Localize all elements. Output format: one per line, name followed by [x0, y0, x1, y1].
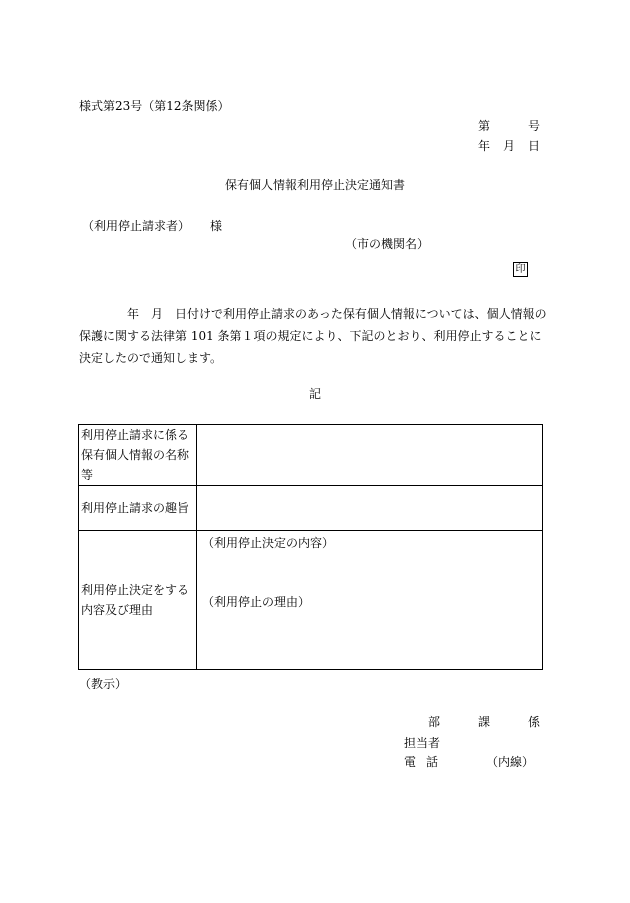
table-row [79, 486, 543, 531]
date-month: 月 [502, 139, 515, 153]
document-title: 保有個人情報利用停止決定通知書 [224, 178, 405, 192]
body-line-3: 決定したので通知します。 [79, 351, 223, 365]
row3-label: 利用停止決定をする内容及び理由 [79, 531, 197, 670]
section-label: 課 [477, 715, 490, 729]
issuer-name: （市の機関名） [345, 237, 430, 251]
ki-heading: 記 [308, 387, 321, 401]
decision-reason-label: （利用停止の理由） [202, 595, 311, 609]
body-line-1: 年 月 日付けで利用停止請求のあった保有個人情報については、個人情報の [79, 307, 547, 321]
date-day: 日 [527, 139, 540, 153]
dept-label: 部 [428, 715, 441, 729]
telephone [404, 754, 534, 770]
unit-label: 係 [527, 715, 540, 729]
form-number: 様式第23号（第12条関係） [79, 99, 230, 113]
table-row [79, 425, 543, 486]
row1-value [197, 425, 543, 486]
doc-number-suffix: 号 [527, 119, 540, 133]
row2-label: 利用停止請求の趣旨 [79, 486, 197, 531]
row2-value [197, 486, 543, 531]
recipient-honorific: 様 [210, 219, 223, 233]
document-number [478, 118, 540, 134]
row1-label: 利用停止請求に係る保有個人情報の名称等 [79, 425, 197, 486]
doc-number-prefix: 第 [478, 119, 491, 133]
issue-date [478, 138, 540, 154]
detail-table [78, 424, 543, 670]
seal-mark: 印 [513, 262, 528, 277]
body-line-2: 保護に関する法律第 101 条第１項の規定により、下記のとおり、利用停止することに [79, 329, 542, 343]
table-row [79, 531, 543, 670]
extension-label: （内線） [486, 755, 535, 769]
row3-value [197, 531, 543, 670]
department-row [428, 714, 540, 730]
person-in-charge: 担当者 [404, 736, 441, 750]
recipient-label: （利用停止請求者） [82, 219, 191, 233]
telephone-label: 電話 [404, 755, 449, 769]
decision-content-label: （利用停止決定の内容） [202, 536, 335, 550]
notice-body [79, 303, 551, 369]
date-year: 年 [478, 139, 491, 153]
instruction-label: （教示） [79, 677, 128, 691]
recipient [82, 218, 222, 234]
